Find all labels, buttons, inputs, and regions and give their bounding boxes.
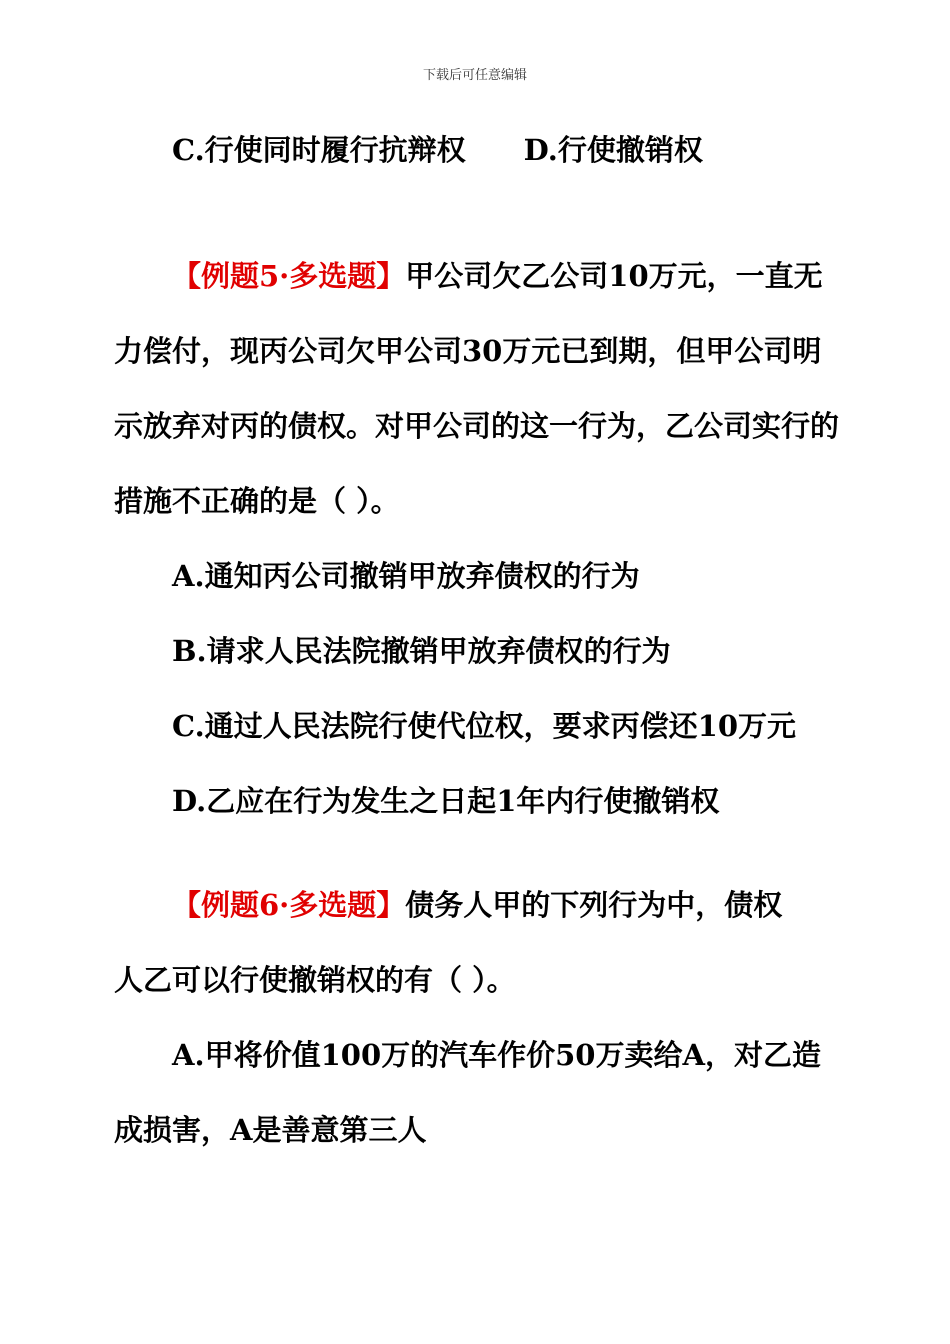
q5-option-b: B.请求人民法院撤销甲放弃债权的行为: [172, 634, 671, 668]
q5-stem-line-4: 措施不正确的是（ ）。: [114, 484, 400, 518]
page-header: 下载后可任意编辑: [422, 68, 527, 83]
q6-stem-line-1: [172, 888, 783, 922]
q5-stem-line-3: 示放弃对丙的债权。对甲公司的这一行为，乙公司实行的: [114, 409, 840, 443]
q6-option-a-line-1: A.甲将价值100万的汽车作价50万卖给A，对乙造: [172, 1038, 821, 1072]
q5-stem-line-2: 力偿付，现丙公司欠甲公司30万元已到期，但甲公司明: [114, 334, 822, 368]
q5-option-c: C.通过人民法院行使代位权，要求丙偿还10万元: [172, 709, 797, 743]
q6-stem-line-2: 人乙可以行使撤销权的有（ ）。: [114, 963, 516, 997]
q5-stem-text-1: 甲公司欠乙公司10万元，一直无: [405, 259, 823, 293]
prev-question-options-row: [172, 133, 703, 167]
q5-option-d: D.乙应在行为发生之日起1年内行使撤销权: [172, 784, 720, 818]
prev-option-d: D.行使撤销权: [523, 133, 703, 167]
q5-option-a: A.通知丙公司撤销甲放弃债权的行为: [172, 559, 640, 593]
q5-stem-line-1: [172, 259, 823, 293]
q5-tag: 【例题5·多选题】: [172, 259, 406, 293]
q6-stem-text-1: 债务人甲的下列行为中，债权: [405, 888, 783, 922]
q6-tag: 【例题6·多选题】: [172, 888, 406, 922]
prev-option-c: C.行使同时履行抗辩权: [172, 133, 466, 167]
q6-option-a-line-2: 成损害，A是善意第三人: [114, 1113, 427, 1147]
